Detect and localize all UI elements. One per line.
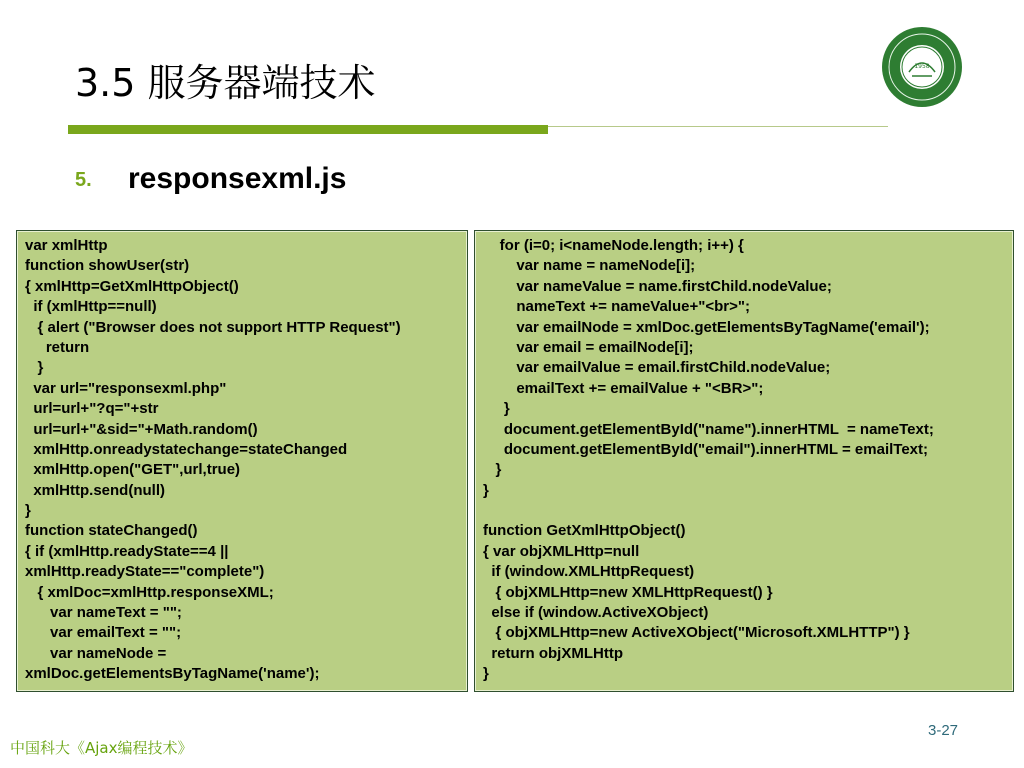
code-line: xmlHttp.send(null) [25,481,165,499]
code-line: var nameText = ""; [25,604,182,622]
code-panel-right [474,230,1014,692]
code-line: } [483,665,489,683]
code-line: var emailNode = xmlDoc.getElementsByTagName('email'); [483,318,930,336]
code-line: return objXMLHttp [483,644,623,662]
bullet-heading: responsexml.js [128,162,347,195]
code-line: { var objXMLHttp=null [483,542,640,560]
code-line: url=url+"&sid="+Math.random() [25,420,258,438]
code-line: url=url+"?q="+str [25,400,159,418]
code-line: { xmlHttp=GetXmlHttpObject() [25,277,239,295]
code-line: function stateChanged() [25,522,198,540]
code-line: { xmlDoc=xmlHttp.responseXML; [25,583,274,601]
bullet-number: 5. [75,169,92,191]
code-line: var name = nameNode[i]; [483,257,696,275]
code-line: var nameNode = [25,644,167,662]
code-line: { objXMLHttp=new XMLHttpRequest() } [483,583,773,601]
code-line: var email = emailNode[i]; [483,338,694,356]
code-line: var url="responsexml.php" [25,379,227,397]
code-line: emailText += emailValue + "<BR>"; [483,379,764,397]
footer-course-title: 中国科大《Ajax编程技术》 [10,739,193,757]
code-line: var xmlHttp [25,237,108,254]
code-line: xmlHttp.readyState=="complete") [25,563,265,581]
code-line: xmlHttp.open("GET",url,true) [25,461,241,479]
code-line: if (window.XMLHttpRequest) [483,563,695,581]
code-line: nameText += nameValue+"<br>"; [483,298,750,316]
code-line: document.getElementById("email").innerHTML = emailText; [483,440,928,458]
code-line: document.getElementById("name").innerHTML = nameText; [483,420,934,438]
code-line: xmlDoc.getElementsByTagName('name'); [25,665,320,683]
code-line: { alert ("Browser does not support HTTP Request") [25,318,401,336]
code-line: { objXMLHttp=new ActiveXObject("Microsoft.XMLHTTP") } [483,624,910,642]
code-line: } [483,461,502,479]
title-divider-thick [68,125,548,134]
code-line: if (xmlHttp==null) [25,298,157,316]
code-line: xmlHttp.onreadystatechange=stateChanged [25,440,348,458]
code-line: else if (window.ActiveXObject) [483,604,709,622]
logo-year: 1958 [914,63,930,70]
code-line: var emailText = ""; [25,624,182,642]
code-line: } [25,359,44,377]
slide-title: 3.5 服务器端技术 [75,61,376,105]
title-divider-thin [548,126,888,127]
code-panel-left [16,230,468,692]
code-line: function showUser(str) [25,257,190,275]
code-line: } [483,400,510,418]
page-number: 3-27 [928,722,959,739]
code-line: function GetXmlHttpObject() [483,522,686,540]
code-line: for (i=0; i<nameNode.length; i++) { [483,237,744,254]
code-line: } [25,502,31,520]
university-seal-icon [879,24,965,110]
code-line: var emailValue = email.firstChild.nodeValue; [483,359,831,377]
code-line: return [25,338,90,356]
code-line: { if (xmlHttp.readyState==4 || [25,542,229,560]
code-line [483,501,1005,521]
university-seal-graphic [879,24,965,110]
code-line: } [483,481,489,499]
code-line: var nameValue = name.firstChild.nodeValue; [483,277,832,295]
